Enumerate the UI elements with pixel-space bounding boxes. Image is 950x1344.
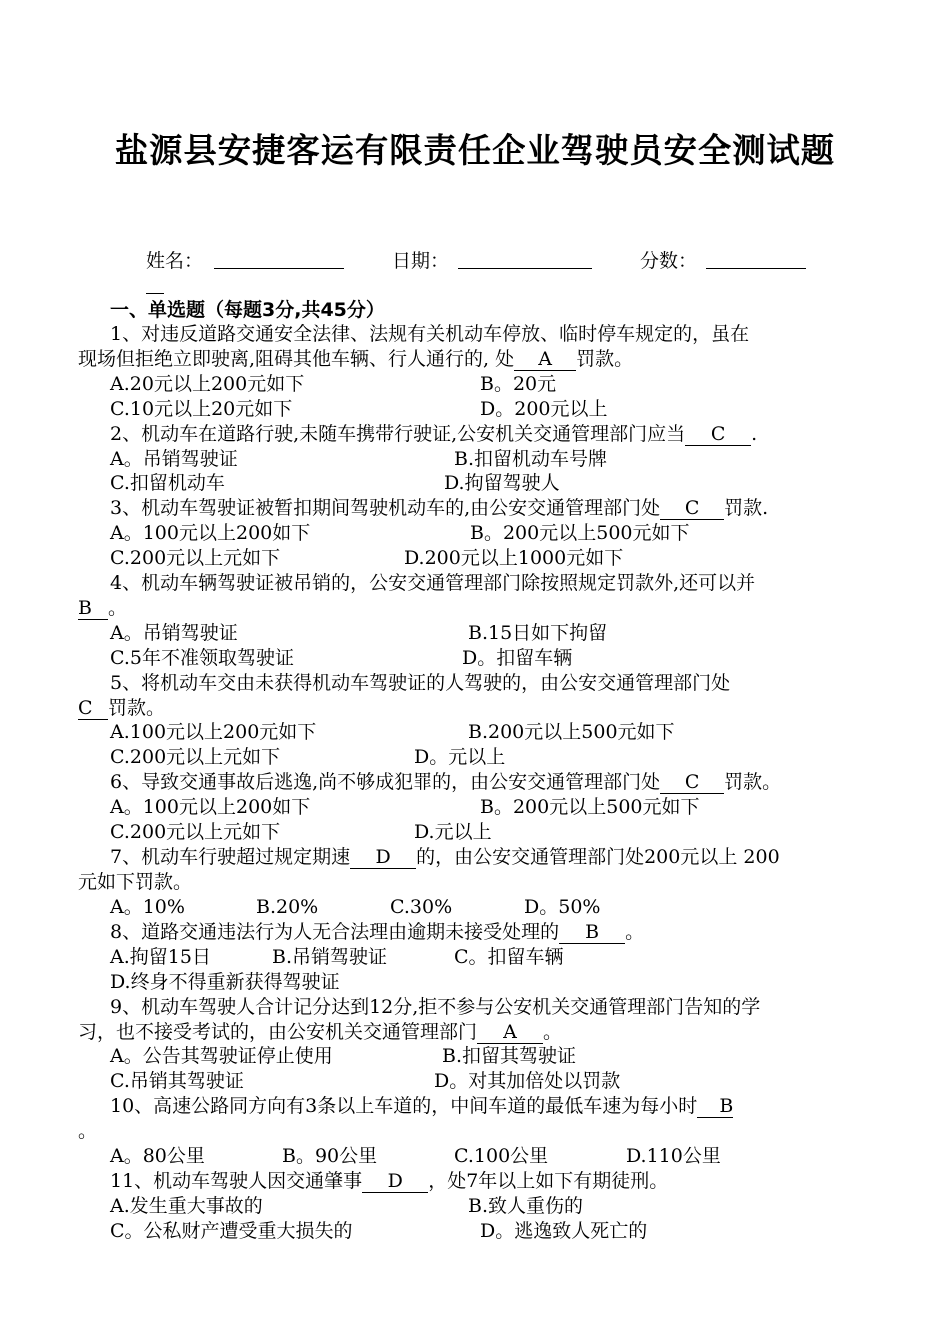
q8-text: 8、道路交通违法行为人无合法理由逾期未接受处理的 <box>110 921 560 943</box>
section-heading: 一、单选题（每题3分,共45分） <box>110 299 385 321</box>
q1-text: 现场但拒绝立即驶离,阻碍其他车辆、行人通行的, 处 <box>78 348 515 370</box>
q9-answer: A <box>477 1021 543 1044</box>
q9-text-end: 。 <box>543 1021 563 1043</box>
q9-option-a: A。公告其驾驶证停止使用 <box>110 1045 333 1067</box>
q11-option-c: C。公私财产遭受重大损失的 <box>110 1220 353 1242</box>
q11-option-a: A.发生重大事故的 <box>110 1195 263 1217</box>
q9-option-b: B.扣留其驾驶证 <box>442 1045 577 1067</box>
q1-option-d: D。200元以上 <box>480 398 608 420</box>
q1-option-c: C.10元以上20元如下 <box>110 398 293 420</box>
q6-text: 6、导致交通事故后逃逸,尚不够成犯罪的，由公安交通管理部门处 <box>110 771 661 793</box>
q7-answer: D <box>350 846 416 869</box>
date-blank[interactable] <box>458 268 592 269</box>
q6-answer: C <box>660 771 724 794</box>
q4-option-d: D。扣留车辆 <box>462 647 573 669</box>
q6-option-d: D.元以上 <box>414 821 492 843</box>
q11-line1 <box>110 1169 668 1193</box>
q8-line1 <box>110 920 644 944</box>
q3-option-d: D.200元以上1000元如下 <box>404 547 624 569</box>
q9-option-c: C.吊销其驾驶证 <box>110 1070 244 1092</box>
q5-text-end: 罚款。 <box>108 697 166 719</box>
name-label: 姓名： <box>146 250 204 272</box>
score-label: 分数： <box>640 250 698 272</box>
q9-option-d: D。对其加倍处以罚款 <box>434 1070 621 1092</box>
q7-option-d: D。50% <box>524 896 601 918</box>
q2-option-c: C.扣留机动车 <box>110 472 225 494</box>
q4-line2 <box>78 596 127 620</box>
q7-text-end: 的，由公安交通管理部门处200元以上 200 <box>416 846 780 868</box>
q8-text-end: 。 <box>625 921 645 943</box>
document-title: 盐源县安捷客运有限责任企业驾驶员安全测试题 <box>114 131 836 170</box>
info-row <box>0 246 950 286</box>
q3-option-b: B。200元以上500元如下 <box>470 522 690 544</box>
q3-option-c: C.200元以上元如下 <box>110 547 281 569</box>
q9-text: 习，也不接受考试的，由公安机关交通管理部门 <box>78 1021 478 1043</box>
score-blank[interactable] <box>706 268 806 269</box>
q4-text-end: 。 <box>108 597 128 619</box>
date-label: 日期： <box>392 250 450 272</box>
q7-option-b: B.20% <box>256 896 319 918</box>
q6-line1 <box>110 770 781 794</box>
q1-line2 <box>78 347 633 371</box>
q2-option-a: A。吊销驾驶证 <box>110 448 238 470</box>
q4-option-b: B.15日如下拘留 <box>468 622 608 644</box>
q8-answer: B <box>559 921 625 944</box>
q5-line1: 5、将机动车交由未获得机动车驾驶证的人驾驶的，由公安交通管理部门处 <box>110 672 731 694</box>
q9-line2 <box>78 1020 562 1044</box>
q2-answer: C <box>685 423 751 446</box>
q3-text: 3、机动车驾驶证被暂扣期间驾驶机动车的,由公安交通管理部门处 <box>110 497 661 519</box>
q10-option-a: A。80公里 <box>110 1145 205 1167</box>
q8-option-a: A.拘留15日 <box>110 946 211 968</box>
q8-option-b: B.吊销驾驶证 <box>272 946 388 968</box>
q2-text-end: . <box>751 423 758 445</box>
q1-line1: 1、对违反道路交通安全法律、法规有关机动车停放、临时停车规定的，虽在 <box>110 323 750 345</box>
q10-line2: 。 <box>78 1120 98 1142</box>
q6-text-end: 罚款。 <box>724 771 782 793</box>
q10-option-d: D.110公里 <box>626 1145 721 1167</box>
q5-option-d: D。元以上 <box>414 746 506 768</box>
q10-line1 <box>110 1094 733 1118</box>
q7-option-c: C.30% <box>390 896 453 918</box>
q5-option-b: B.200元以上500元如下 <box>468 721 675 743</box>
q9-line1: 9、机动车驾驶人合计记分达到12分,拒不参与公安机关交通管理部门告知的学 <box>110 996 761 1018</box>
q7-option-a: A。10% <box>110 896 185 918</box>
q2-option-b: B.扣留机动车号牌 <box>454 448 608 470</box>
q7-text: 7、机动车行驶超过规定期速 <box>110 846 351 868</box>
q10-answer: B <box>697 1095 733 1118</box>
q4-answer: B <box>78 597 108 620</box>
q8-option-c: C。扣留车辆 <box>454 946 564 968</box>
q6-option-c: C.200元以上元如下 <box>110 821 281 843</box>
q1-answer: A <box>514 348 576 371</box>
q2-line1 <box>110 422 757 446</box>
q4-line1: 4、机动车辆驾驶证被吊销的，公安交通管理部门除按照规定罚款外,还可以并 <box>110 572 756 594</box>
q8-option-d: D.终身不得重新获得驾驶证 <box>110 971 340 993</box>
q11-option-d: D。逃逸致人死亡的 <box>480 1220 648 1242</box>
short-rule <box>146 293 164 294</box>
q3-line1 <box>110 496 768 520</box>
q10-option-c: C.100公里 <box>454 1145 549 1167</box>
q10-text: 10、高速公路同方向有3条以上车道的，中间车道的最低车速为每小时 <box>110 1095 698 1117</box>
q7-line2: 元如下罚款。 <box>78 871 193 893</box>
q2-text: 2、机动车在道路行驶,未随车携带行驶证,公安机关交通管理部门应当 <box>110 423 686 445</box>
q7-line1 <box>110 845 780 869</box>
q3-text-end: 罚款. <box>724 497 769 519</box>
q6-option-a: A。100元以上200如下 <box>110 796 311 818</box>
q1-option-b: B。20元 <box>480 373 557 395</box>
q5-line2 <box>78 696 165 720</box>
q5-answer: C <box>78 697 108 720</box>
q11-option-b: B.致人重伤的 <box>468 1195 584 1217</box>
q4-option-a: A。吊销驾驶证 <box>110 622 238 644</box>
q4-option-c: C.5年不准领取驾驶证 <box>110 647 294 669</box>
name-blank[interactable] <box>214 268 344 269</box>
q11-text: 11、机动车驾驶人因交通肇事 <box>110 1170 363 1192</box>
q6-option-b: B。200元以上500元如下 <box>480 796 700 818</box>
q3-option-a: A。100元以上200如下 <box>110 522 311 544</box>
q2-option-d: D.拘留驾驶人 <box>444 472 560 494</box>
q1-text-end: 罚款。 <box>576 348 634 370</box>
q11-answer: D <box>362 1170 428 1193</box>
q11-text-end: ，处7年以上如下有期徒刑。 <box>428 1170 669 1192</box>
q1-option-a: A.20元以上200元如下 <box>110 373 305 395</box>
q3-answer: C <box>660 497 724 520</box>
q5-option-c: C.200元以上元如下 <box>110 746 281 768</box>
q5-option-a: A.100元以上200元如下 <box>110 721 317 743</box>
q10-option-b: B。90公里 <box>282 1145 378 1167</box>
